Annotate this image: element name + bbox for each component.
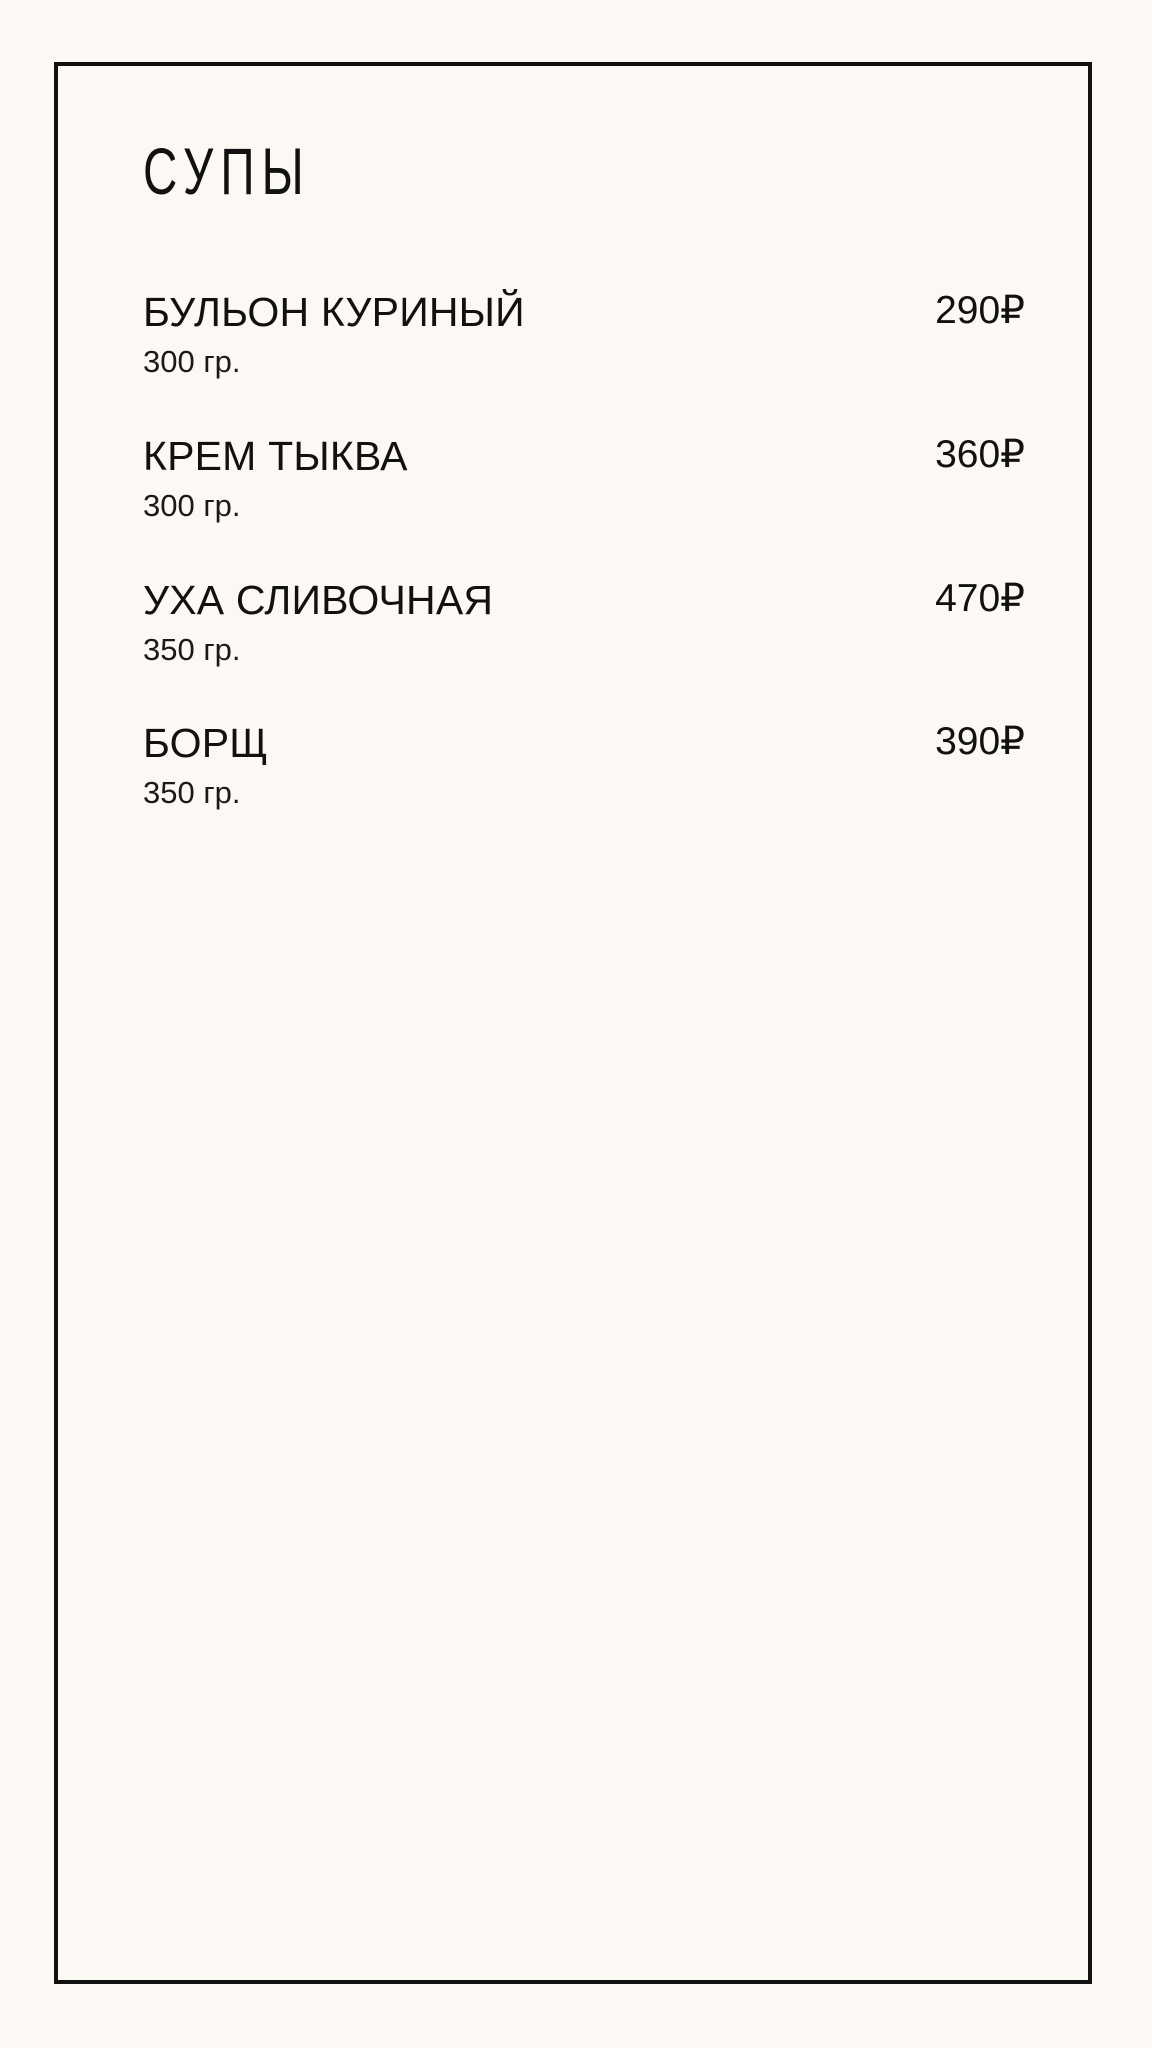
item-price: 470₽: [935, 577, 1025, 620]
list-item: [143, 434, 1025, 578]
item-name: УХА СЛИВОЧНАЯ: [143, 577, 494, 623]
item-weight: 350 гр.: [143, 775, 241, 810]
item-weight: 300 гр.: [143, 344, 241, 379]
item-price: 360₽: [935, 433, 1025, 476]
item-name: КРЕМ ТЫКВА: [143, 433, 408, 479]
item-price: 390₽: [935, 720, 1025, 763]
list-item: [143, 290, 1025, 434]
list-item: [143, 578, 1025, 721]
item-weight: 300 гр.: [143, 488, 241, 523]
item-weight: 350 гр.: [143, 632, 241, 667]
item-name: БОРЩ: [143, 720, 268, 766]
section-title: СУПЫ: [143, 134, 311, 208]
list-item: [143, 721, 1025, 864]
menu-list: [143, 290, 1025, 864]
item-price: 290₽: [935, 289, 1025, 332]
item-name: БУЛЬОН КУРИНЫЙ: [143, 289, 525, 335]
